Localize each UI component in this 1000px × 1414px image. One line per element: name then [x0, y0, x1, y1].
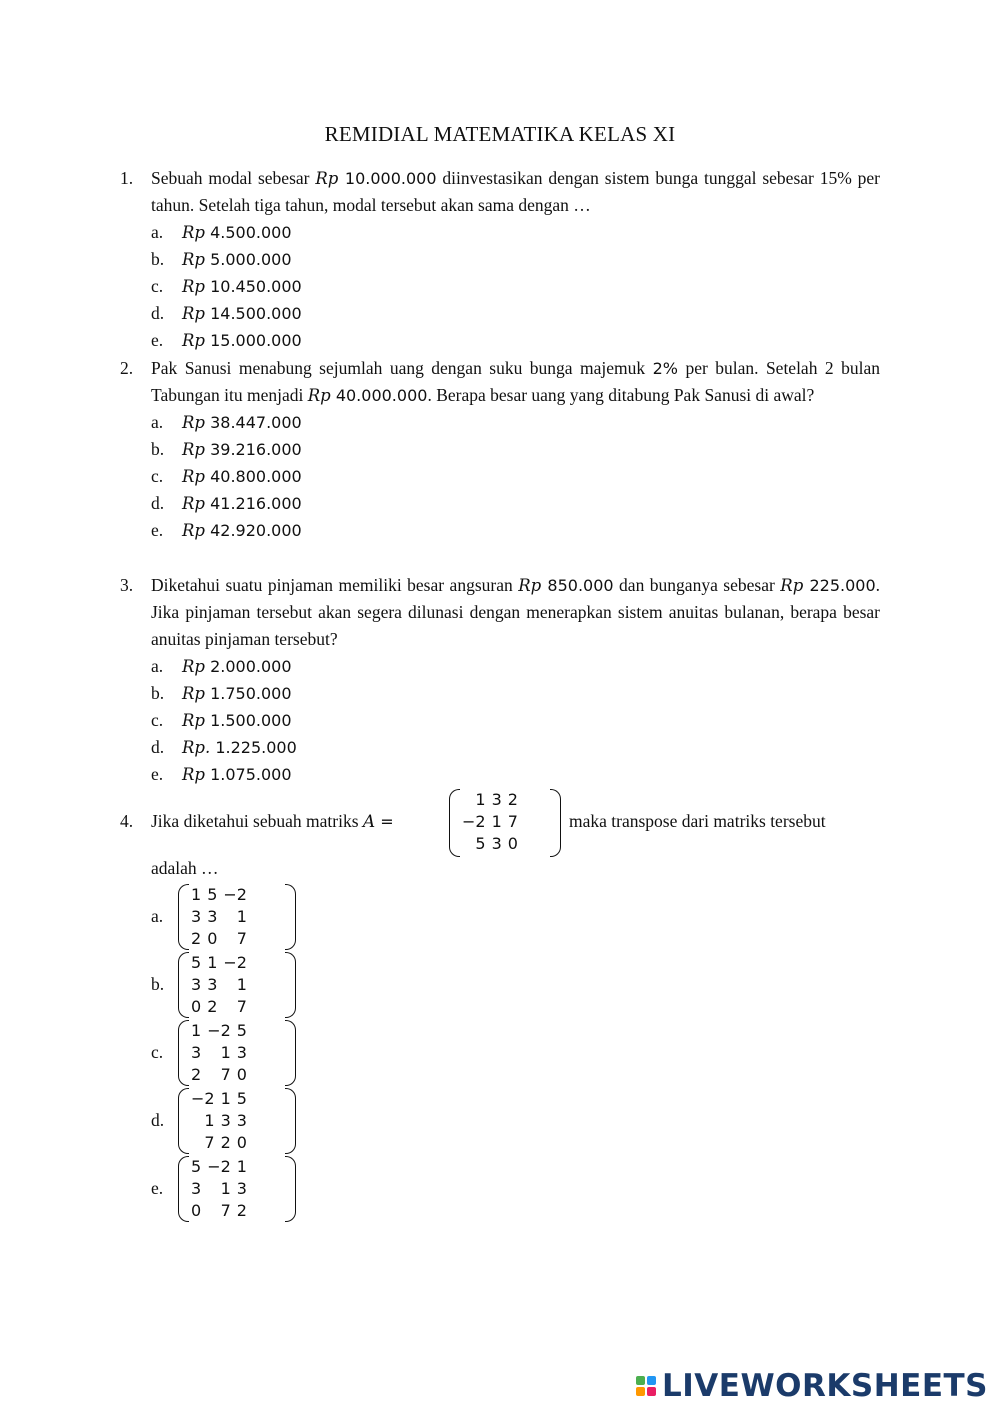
matrix-cell: 3 — [236, 1179, 247, 1198]
currency: Rp — [780, 576, 804, 595]
option-letter: b. — [151, 249, 165, 269]
matrix-cell: −2 — [207, 1021, 231, 1040]
liveworksheets-logo[interactable] — [636, 1368, 988, 1404]
option-value: 42.920.000 — [205, 521, 302, 540]
matrix-cell: 0 — [236, 1065, 247, 1084]
currency: Rp — [182, 684, 205, 703]
question-stem-start — [151, 811, 394, 832]
question-number: 2. — [120, 358, 134, 378]
option-letter: c. — [151, 710, 164, 730]
matrix-cell: 0 — [507, 834, 518, 853]
question-stem-end: adalah … — [151, 858, 219, 878]
matrix-table — [188, 1156, 250, 1222]
option-matrix — [178, 1020, 296, 1086]
currency: Rp — [182, 521, 205, 540]
question-number: 1. — [120, 168, 134, 188]
matrix-cell: 1 — [204, 1111, 215, 1130]
option-letter: a. — [151, 412, 164, 432]
matrix-cell: 3 — [191, 1179, 202, 1198]
stem-text: Sebuah modal sebesar — [151, 168, 316, 188]
option-letter: d. — [151, 1110, 165, 1130]
matrix-cell: 3 — [207, 907, 218, 926]
matrix-cell: 1 — [475, 790, 486, 809]
option-letter: c. — [151, 466, 164, 486]
option-value: 39.216.000 — [205, 440, 302, 459]
option-value: 38.447.000 — [205, 413, 302, 432]
currency: Rp — [182, 440, 205, 459]
option-value: 1.225.000 — [210, 738, 297, 757]
currency: Rp — [182, 467, 205, 486]
option-letter: c. — [151, 1042, 164, 1062]
currency: Rp — [182, 223, 205, 242]
page-title: REMIDIAL MATEMATIKA KELAS XI — [324, 122, 676, 146]
matrix-table — [188, 952, 250, 1018]
matrix-cell: 5 — [236, 1021, 247, 1040]
matrix-cell: 7 — [204, 1133, 215, 1152]
currency: Rp — [182, 494, 205, 513]
currency: Rp — [182, 711, 205, 730]
matrix-cell: 0 — [191, 1201, 202, 1220]
option-letter: d. — [151, 737, 165, 757]
option-value: 4.500.000 — [205, 223, 292, 242]
option-matrix — [178, 884, 296, 950]
matrix-a — [449, 789, 561, 857]
matrix-cell: 1 — [236, 975, 247, 994]
matrix-cell: 7 — [220, 1065, 231, 1084]
option-value: 41.216.000 — [205, 494, 302, 513]
right-paren — [285, 884, 296, 950]
option-value: 1.500.000 — [205, 711, 292, 730]
option-letter: e. — [151, 764, 164, 784]
question-stem-mid: maka transpose dari matriks tersebut — [569, 811, 826, 831]
logo-grid-icon — [636, 1376, 656, 1396]
logo-text: LIVEWORKSHEETS — [662, 1368, 988, 1404]
matrix-cell: 7 — [220, 1201, 231, 1220]
option-letter: c. — [151, 276, 164, 296]
matrix-cell: 3 — [191, 975, 202, 994]
matrix-cell: 7 — [507, 812, 518, 831]
matrix-cell: 7 — [236, 929, 247, 948]
currency: Rp — [182, 765, 205, 784]
matrix-cell: 1 — [236, 1157, 247, 1176]
currency: Rp — [518, 576, 542, 595]
question-number: 3. — [120, 575, 134, 595]
option-matrix — [178, 1156, 296, 1222]
percent: 2% — [652, 359, 678, 378]
matrix-cell: 5 — [191, 1157, 202, 1176]
stem-text: . Jika pinjaman tersebut akan segera dilunasi dengan menerapkan sistem anuitas bulanan, berapa besar anuitas pinjaman tersebut? — [151, 575, 881, 649]
matrix-cell: 0 — [191, 997, 202, 1016]
currency: Rp — [182, 277, 205, 296]
currency: Rp — [182, 250, 205, 269]
option-value: 40.800.000 — [205, 467, 302, 486]
currency: Rp — [182, 304, 205, 323]
matrix-cell: −2 — [207, 1157, 231, 1176]
matrix-cell: 5 — [191, 953, 202, 972]
matrix-table — [188, 884, 250, 950]
logo-square — [647, 1376, 656, 1385]
currency: Rp — [315, 169, 339, 188]
matrix-cell: 3 — [207, 975, 218, 994]
matrix-cell: 2 — [507, 790, 518, 809]
option-value: 1.750.000 — [205, 684, 292, 703]
matrix-cell: 1 — [236, 907, 247, 926]
matrix-cell: 5 — [207, 885, 218, 904]
currency: Rp — [182, 331, 205, 350]
logo-square — [647, 1387, 656, 1396]
matrix-cell: −2 — [223, 953, 247, 972]
option-letter: e. — [151, 1178, 164, 1198]
right-paren — [285, 1020, 296, 1086]
matrix-cell: 7 — [236, 997, 247, 1016]
matrix-cell: 3 — [191, 907, 202, 926]
matrix-variable: A — [362, 812, 376, 832]
matrix-cell: 3 — [491, 790, 502, 809]
amount: 225.000 — [803, 576, 876, 595]
option-value: 1.075.000 — [205, 765, 292, 784]
matrix-cell: 2 — [207, 997, 218, 1016]
stem-text: Diketahui suatu pinjaman memiliki besar angsuran — [151, 575, 519, 595]
matrix-cell: 3 — [236, 1111, 247, 1130]
equals-sign: = — [375, 812, 394, 831]
matrix-cell: 1 — [191, 1021, 202, 1040]
matrix-cell: 0 — [207, 929, 218, 948]
option-value: 15.000.000 — [205, 331, 302, 350]
amount: 40.000.000 — [330, 386, 428, 405]
option-matrix — [178, 1088, 296, 1154]
right-paren — [285, 1088, 296, 1154]
stem-text: dan bunganya sebesar — [613, 575, 781, 595]
matrix-cell: 3 — [191, 1043, 202, 1062]
option-value: 14.500.000 — [205, 304, 302, 323]
option-letter: b. — [151, 974, 165, 994]
stem-text: diinvestasikan dengan sistem bunga tunggal sebesar 15% per tahun. Setelah tiga tahun, modal tersebut akan sama dengan … — [151, 168, 881, 215]
matrix-cell: 3 — [491, 834, 502, 853]
option-letter: d. — [151, 303, 165, 323]
option-letter: e. — [151, 520, 164, 540]
matrix-cell: 1 — [220, 1179, 231, 1198]
matrix-cell: 1 — [491, 812, 502, 831]
logo-square — [636, 1376, 645, 1385]
option-letter: d. — [151, 493, 165, 513]
option-letter: b. — [151, 683, 165, 703]
option-value: 2.000.000 — [205, 657, 292, 676]
amount: 850.000 — [541, 576, 614, 595]
matrix-cell: 1 — [207, 953, 218, 972]
option-value: 5.000.000 — [205, 250, 292, 269]
matrix-cell: −2 — [191, 1089, 215, 1108]
matrix-cell: 2 — [220, 1133, 231, 1152]
matrix-cell: 3 — [220, 1111, 231, 1130]
matrix-table — [459, 789, 521, 855]
matrix-cell: −2 — [462, 812, 486, 831]
currency: Rp — [307, 386, 331, 405]
amount: 10.000.000 — [338, 169, 437, 188]
matrix-cell: 2 — [191, 1065, 202, 1084]
matrix-cell: −2 — [223, 885, 247, 904]
option-letter: a. — [151, 656, 164, 676]
matrix-cell: 5 — [236, 1089, 247, 1108]
matrix-cell: 5 — [475, 834, 486, 853]
currency: Rp — [182, 657, 205, 676]
stem-text: . Berapa besar uang yang ditabung Pak Sanusi di awal? — [427, 385, 815, 405]
right-paren — [550, 789, 561, 857]
right-paren — [285, 952, 296, 1018]
matrix-cell: 1 — [220, 1043, 231, 1062]
logo-square — [636, 1387, 645, 1396]
currency: Rp. — [182, 738, 211, 757]
matrix-cell: 1 — [220, 1089, 231, 1108]
option-letter: a. — [151, 222, 164, 242]
option-value: 10.450.000 — [205, 277, 302, 296]
right-paren — [285, 1156, 296, 1222]
option-matrix — [178, 952, 296, 1018]
option-letter: e. — [151, 330, 164, 350]
matrix-cell: 2 — [236, 1201, 247, 1220]
option-letter: a. — [151, 906, 164, 926]
currency: Rp — [182, 413, 205, 432]
matrix-cell: 3 — [236, 1043, 247, 1062]
matrix-table — [188, 1020, 250, 1086]
matrix-cell: 1 — [191, 885, 202, 904]
option-letter: b. — [151, 439, 165, 459]
stem-text: per bulan. Setelah 2 bulan Tabungan itu menjadi — [151, 358, 880, 405]
matrix-cell: 0 — [236, 1133, 247, 1152]
question-number: 4. — [120, 811, 134, 831]
matrix-cell: 2 — [191, 929, 202, 948]
stem-text: Jika diketahui sebuah matriks — [151, 811, 363, 831]
matrix-table — [188, 1088, 250, 1154]
stem-text: Pak Sanusi menabung sejumlah uang dengan suku bunga majemuk — [151, 358, 653, 378]
